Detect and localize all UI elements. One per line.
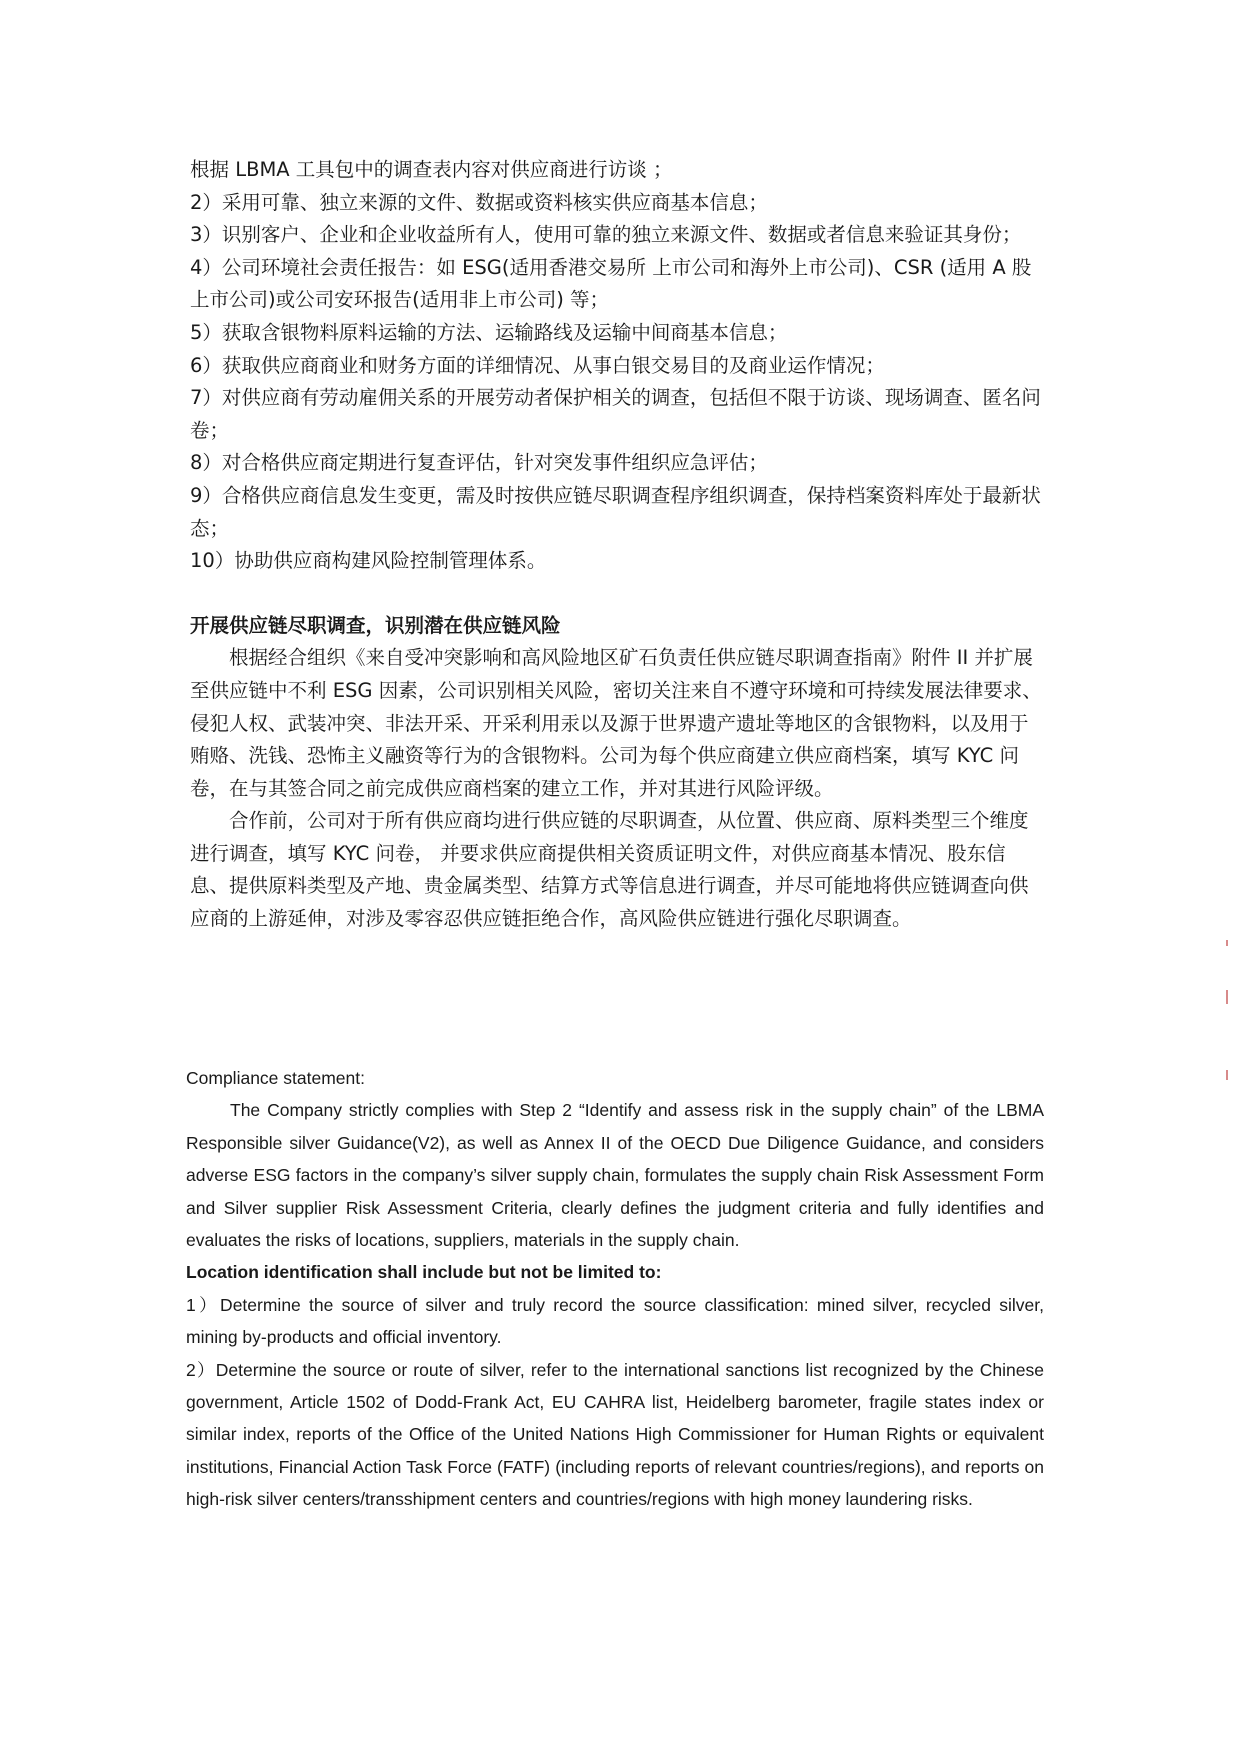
compliance-label: Compliance statement: <box>186 1068 365 1088</box>
chinese-section <box>190 154 1042 936</box>
spacer <box>190 578 1042 610</box>
scan-mark <box>1226 990 1228 1004</box>
list-item: 9）合格供应商信息发生变更，需及时按供应链尽职调查程序组织调查，保持档案资料库处于最新状态； <box>190 483 1041 540</box>
list-item: 2）Determine the source or route of silver, refer to the international sanctions list recognized by the Chinese government, Article 1502 of Dodd-Frank Act, EU CAHRA list, Heidelberg barometer, fragile states index or similar index, reports of the Office of the United Nations High Commissioner for Human Rights or equivalent institutions, Financial Action Task Force (FATF) (including reports of relevant countries/regions), and reports on high-risk silver centers/transshipment centers and countries/regions with high money laundering risks. <box>186 1359 1044 1510</box>
paragraph: 合作前，公司对于所有供应商均进行供应链的尽职调查，从位置、供应商、原料类型三个维度进行调查，填写 KYC 问卷， 并要求供应商提供相关资质证明文件，对供应商基本情况、股东信息、提供原料类型及产地、贵金属类型、结算方式等信息进行调查，并尽可能地将供应链调查向供应商的上游延伸，对涉及零容忍供应链拒绝合作，高风险供应链进行强化尽职调查。 <box>190 809 1029 931</box>
paragraph: 根据经合组织《来自受冲突影响和高风险地区矿石负责任供应链尽职调查指南》附件 II 并扩展至供应链中不利 ESG 因素，公司识别相关风险，密切关注来自不遵守环境和可持续发展法律要求、侵犯人权、武装冲突、非法开采、开采利用汞以及源于世界遗产遗址等地区的含银物料，以及用于贿赂、洗钱、恐怖主义融资等行为的含银物料。公司为每个供应商建立供应商档案，填写 KYC 问卷，在与其签合同之前完成供应商档案的建立工作，并对其进行风险评级。 <box>190 646 1042 800</box>
list-item: 2）采用可靠、独立来源的文件、数据或资料核实供应商基本信息； <box>190 190 768 214</box>
list-item: 3）识别客户、企业和企业收益所有人，使用可靠的独立来源文件、数据或者信息来验证其身份； <box>190 223 1022 247</box>
list-item: 10）协助供应商构建风险控制管理体系。 <box>190 549 547 573</box>
list-item: 5）获取含银物料原料运输的方法、运输路线及运输中间商基本信息； <box>190 320 788 344</box>
english-section <box>186 1062 1044 1516</box>
list-item: 1）Determine the source of silver and truly record the source classification: mined silver, recycled silver, mining by-products and official inventory. <box>186 1294 1044 1348</box>
list-item: 根据 LBMA 工具包中的调查表内容对供应商进行访谈 ； <box>190 158 673 181</box>
list-item: 4）公司环境社会责任报告：如 ESG(适用香港交易所 上市公司和海外上市公司)、CSR (适用 A 股上市公司)或公司安环报告(适用非上市公司) 等； <box>190 255 1032 312</box>
scan-mark <box>1226 1070 1228 1080</box>
section-heading: 开展供应链尽职调查，识别潜在供应链风险 <box>190 613 561 637</box>
scan-mark <box>1226 940 1228 946</box>
compliance-paragraph: The Company strictly complies with Step 2 “Identify and assess risk in the supply chain” of the LBMA Responsible silver Guidance(V2), as well as Annex II of the OECD Due Diligence Guidance, and considers adverse ESG factors in the company’s silver supply chain, formulates the supply chain Risk Assessment Form and Silver supplier Risk Assessment Criteria, clearly defines the judgment criteria and fully identifies and evaluates the risks of locations, suppliers, materials in the supply chain. <box>186 1100 1044 1251</box>
location-heading: Location identification shall include but not be limited to: <box>186 1262 662 1283</box>
list-item: 8）对合格供应商定期进行复查评估，针对突发事件组织应急评估； <box>190 451 768 475</box>
list-item: 7）对供应商有劳动雇佣关系的开展劳动者保护相关的调查，包括但不限于访谈、现场调查、匿名问卷； <box>190 386 1041 442</box>
list-item: 6）获取供应商商业和财务方面的详细情况、从事白银交易目的及商业运作情况； <box>190 353 885 377</box>
